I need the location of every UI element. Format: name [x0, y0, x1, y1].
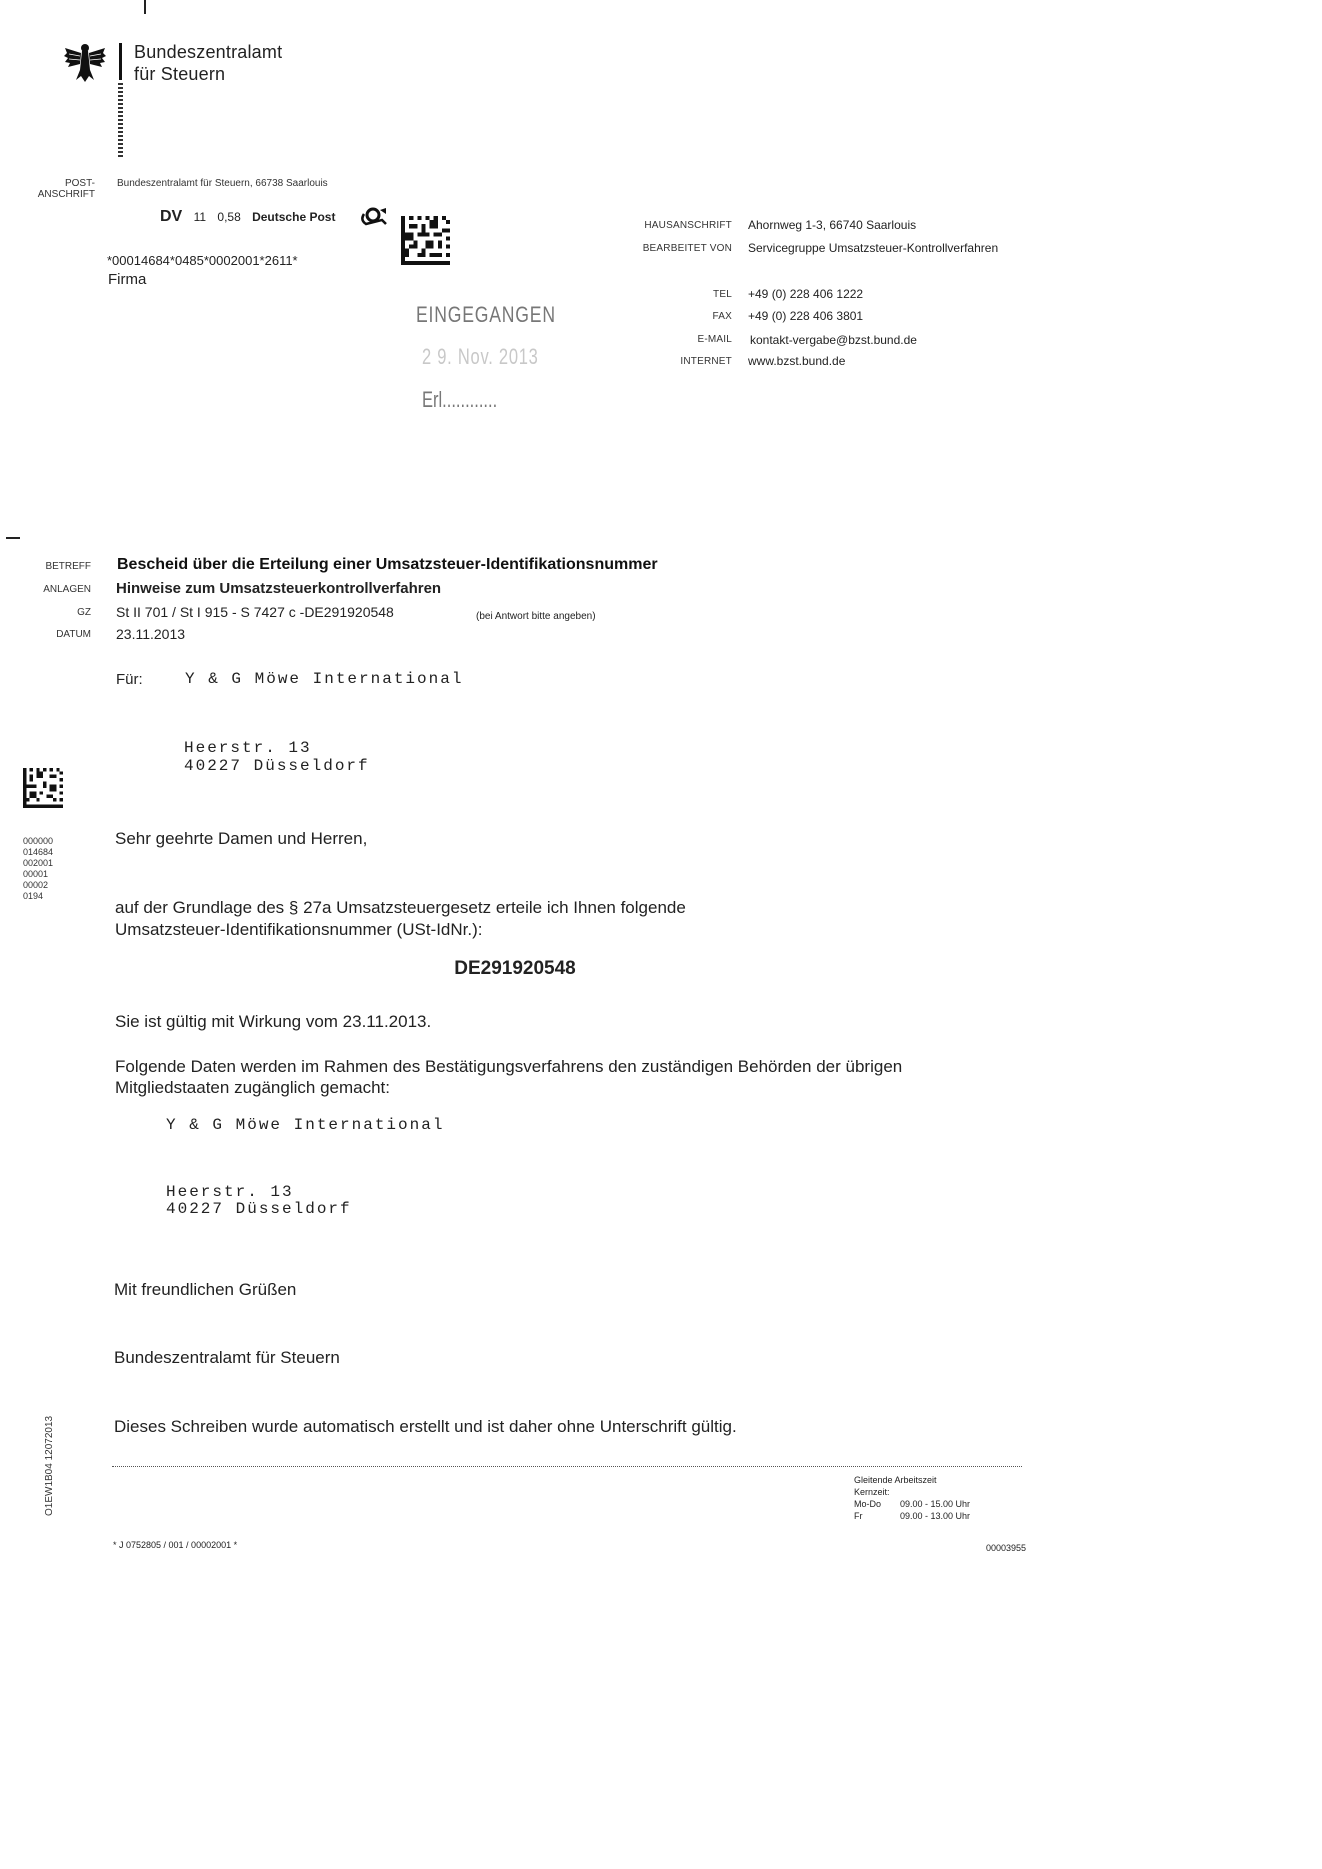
logo-divider-bar [119, 43, 122, 80]
datum-label: DATUM [56, 629, 91, 640]
salutation: Sehr geehrte Damen und Herren, [115, 829, 368, 848]
fold-mark [6, 537, 20, 539]
office-hours-day: Fr [854, 1511, 863, 1521]
sender-name: Bundeszentralamt für Steuern [114, 1348, 340, 1367]
recipient-label: Für: [116, 671, 143, 688]
contact-value-fax: +49 (0) 228 406 3801 [748, 309, 864, 323]
attachments-line: Hinweise zum Umsatzsteuerkontrollverfahren [116, 580, 442, 597]
received-stamp-label: EINGEGANGEN [416, 302, 556, 327]
post-address: Bundeszentralamt für Steuern, 66738 Saarlouis [117, 178, 328, 189]
recipient-street: Heerstr. 13 [184, 739, 312, 757]
received-stamp-date: 2 9. Nov. 2013 [422, 344, 539, 369]
dv-mark: DV [160, 208, 183, 225]
form-code-text: O1EW1B04 12072013 [44, 1415, 55, 1516]
organization-name-line2: für Steuern [134, 64, 226, 84]
contact-value-address: Ahornweg 1-3, 66740 Saarlouis [748, 218, 917, 232]
post-label-line1: POST- [64, 178, 95, 189]
contact-label-email: E-MAIL [697, 334, 732, 345]
side-code: 000000 [23, 836, 54, 846]
post-label-line2: ANSCHRIFT [37, 189, 95, 200]
posthorn-icon [360, 206, 388, 228]
side-code: 00002 [23, 880, 49, 890]
federal-eagle-logo [63, 40, 107, 84]
logo-dotted-line [118, 83, 123, 157]
betreff-label: BETREFF [45, 561, 91, 572]
office-hours [854, 1474, 970, 1522]
recipient-city: 40227 Düsseldorf [184, 757, 370, 775]
file-reference: St II 701 / St I 915 - S 7427 c -DE291920548 [116, 604, 394, 620]
contact-value-phone: +49 (0) 228 406 1222 [748, 287, 864, 301]
paragraph-2-line-1: Folgende Daten werden im Rahmen des Bestätigungsverfahrens den zuständigen Behörden der übrigen [115, 1057, 903, 1076]
side-code: 0194 [23, 891, 44, 901]
franking-line [160, 208, 335, 226]
office-hours-row [854, 1510, 970, 1522]
recipient-name: Y & G Möwe International [185, 670, 464, 688]
side-code: 014684 [23, 847, 54, 857]
contact-label-fax: FAX [712, 311, 732, 322]
contact-value-handler: Servicegruppe Umsatzsteuer-Kontrollverfahren [748, 241, 999, 255]
form-code-vertical [44, 1406, 58, 1516]
side-code: 00001 [23, 869, 49, 879]
paragraph-1-line-2: Umsatzsteuer-Identifikationsnummer (USt-IdNr.): [115, 920, 483, 939]
dv-number: 11 [193, 210, 207, 224]
paragraph-2-line-2: Mitgliedstaaten zugänglich gemacht: [115, 1078, 390, 1097]
office-hours-time: 09.00 - 15.00 Uhr [900, 1499, 971, 1509]
gz-label: GZ [77, 607, 91, 618]
file-reference-note: (bei Antwort bitte angeben) [476, 611, 596, 622]
contact-label-website: INTERNET [680, 356, 732, 367]
contact-value-email: kontakt-vergabe@bzst.bund.de [750, 333, 917, 347]
automatic-letter-note: Dieses Schreiben wurde automatisch erstellt und ist daher ohne Unterschrift gültig. [114, 1417, 737, 1436]
office-hours-time: 09.00 - 13.00 Uhr [900, 1511, 971, 1521]
datamatrix-code-top [401, 216, 450, 265]
side-code: 002001 [23, 858, 54, 868]
office-hours-row [854, 1498, 970, 1510]
side-code-list [23, 836, 53, 902]
vat-id-number: DE291920548 [454, 958, 576, 979]
recipient-type: Firma [108, 271, 147, 288]
letter-date: 23.11.2013 [116, 626, 186, 642]
office-hours-subtitle: Kernzeit: [854, 1487, 890, 1497]
validity-line: Sie ist gültig mit Wirkung vom 23.11.2013. [115, 1012, 432, 1031]
contact-value-website: www.bzst.bund.de [748, 354, 846, 368]
contact-label-address: HAUSANSCHRIFT [644, 220, 732, 231]
carrier-name: Deutsche Post [252, 210, 336, 224]
anlagen-label: ANLAGEN [43, 584, 91, 595]
postage-amount: 0,58 [217, 210, 241, 224]
footer-reference-code: * J 0752805 / 001 / 00002001 * [113, 1540, 238, 1550]
organization-name-line1: Bundeszentralamt [134, 42, 283, 62]
subject-line: Bescheid über die Erteilung einer Umsatzsteuer-Identifikationsnummer [117, 556, 658, 573]
post-address-label [20, 178, 95, 200]
office-hours-title: Gleitende Arbeitszeit [854, 1475, 937, 1485]
received-stamp-done: Erl............ [422, 387, 498, 412]
contact-label-handler: BEARBEITET VON [642, 243, 732, 254]
published-city: 40227 Düsseldorf [166, 1200, 352, 1218]
organization-name [134, 41, 282, 85]
barcode-text: *00014684*0485*0002001*2611* [107, 253, 298, 268]
datamatrix-code-side [23, 768, 63, 808]
published-street: Heerstr. 13 [166, 1183, 294, 1201]
office-hours-day: Mo-Do [854, 1499, 882, 1509]
published-company-name: Y & G Möwe International [166, 1116, 445, 1134]
closing: Mit freundlichen Grüßen [114, 1280, 297, 1299]
footer-separator [112, 1466, 1022, 1467]
contact-label-phone: TEL [713, 289, 732, 300]
top-edge-mark [144, 0, 146, 14]
document-number: 00003955 [986, 1543, 1027, 1553]
paragraph-1-line-1: auf der Grundlage des § 27a Umsatzsteuergesetz erteile ich Ihnen folgende [115, 898, 686, 917]
